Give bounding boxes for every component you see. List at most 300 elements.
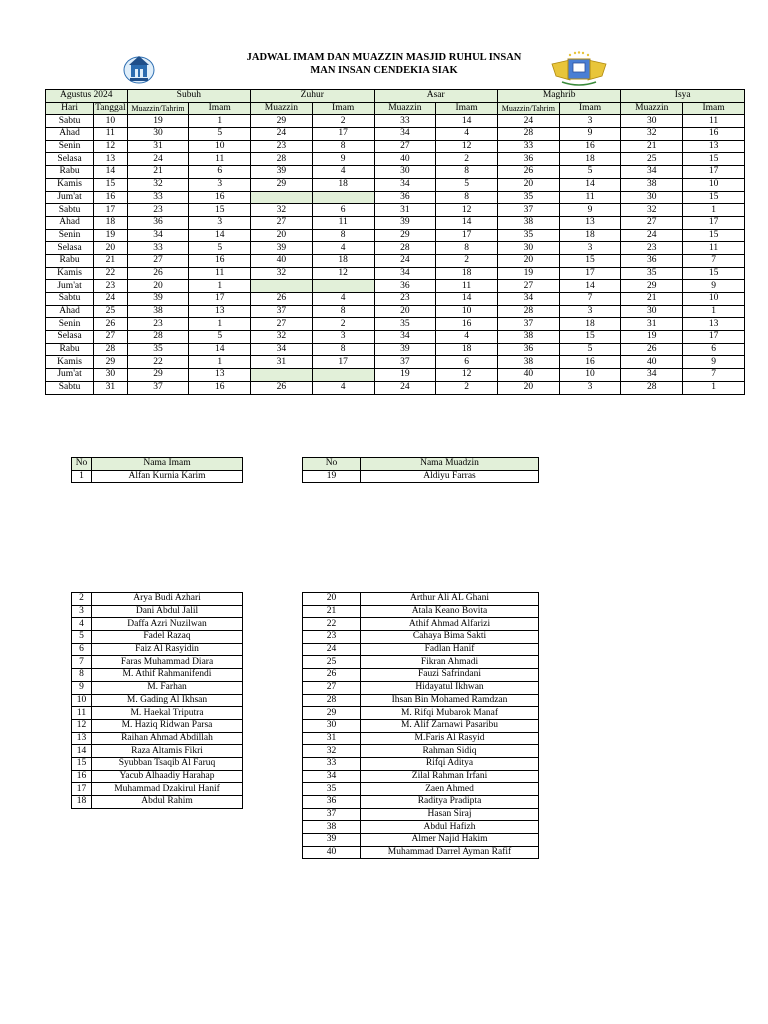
list-name: Dani Abdul Jalil bbox=[92, 605, 243, 618]
table-cell: 28 bbox=[621, 381, 683, 394]
muadzin-list-table bbox=[302, 592, 539, 859]
table-cell: 31 bbox=[621, 318, 683, 331]
table-cell: 37 bbox=[374, 356, 436, 369]
table-cell: 14 bbox=[436, 115, 498, 128]
table-row bbox=[46, 204, 745, 217]
column-header: Muazzin bbox=[621, 102, 683, 115]
document-subtitle: MAN INSAN CENDEKIA SIAK bbox=[310, 65, 458, 76]
table-row bbox=[46, 166, 745, 179]
list-number: 8 bbox=[72, 669, 92, 682]
list-item bbox=[72, 732, 243, 745]
table-cell: 24 bbox=[251, 128, 313, 141]
table-cell: 15 bbox=[189, 204, 251, 217]
table-cell: 21 bbox=[621, 140, 683, 153]
list-item bbox=[303, 732, 539, 745]
table-cell: 4 bbox=[312, 242, 374, 255]
table-cell: 39 bbox=[127, 293, 189, 306]
table-cell: 2 bbox=[312, 318, 374, 331]
period-header: Agustus 2024 bbox=[46, 90, 128, 103]
table-cell: 12 bbox=[436, 204, 498, 217]
table-cell: 32 bbox=[251, 331, 313, 344]
list-number: 15 bbox=[72, 757, 92, 770]
list-number: 14 bbox=[72, 745, 92, 758]
list-item bbox=[72, 707, 243, 720]
list-number: 22 bbox=[303, 618, 361, 631]
table-cell: 1 bbox=[189, 115, 251, 128]
list-item bbox=[72, 656, 243, 669]
table-cell: 16 bbox=[436, 318, 498, 331]
table-cell: 3 bbox=[559, 115, 621, 128]
table-cell: 7 bbox=[683, 254, 745, 267]
table-cell: 20 bbox=[127, 280, 189, 293]
table-cell: 28 bbox=[374, 242, 436, 255]
table-cell: 24 bbox=[127, 153, 189, 166]
table-cell: 26 bbox=[251, 293, 313, 306]
muadzin-no-header: No bbox=[303, 458, 361, 471]
list-item bbox=[72, 643, 243, 656]
table-cell: 38 bbox=[127, 305, 189, 318]
table-cell: 3 bbox=[189, 178, 251, 191]
table-cell: 6 bbox=[683, 343, 745, 356]
table-cell: Selasa bbox=[46, 331, 94, 344]
table-cell: 40 bbox=[251, 254, 313, 267]
list-name: Muhammad Dzakirul Hanif bbox=[92, 783, 243, 796]
table-cell: 24 bbox=[94, 293, 127, 306]
group-header-isya: Isya bbox=[621, 90, 745, 103]
group-header-zuhur: Zuhur bbox=[251, 90, 374, 103]
table-cell: 30 bbox=[497, 242, 559, 255]
table-cell: 19 bbox=[127, 115, 189, 128]
table-cell: 7 bbox=[683, 369, 745, 382]
table-cell: 28 bbox=[497, 305, 559, 318]
list-number: 5 bbox=[72, 631, 92, 644]
table-cell: 38 bbox=[621, 178, 683, 191]
table-cell: 24 bbox=[374, 381, 436, 394]
table-cell: 19 bbox=[621, 331, 683, 344]
table-cell: 30 bbox=[94, 369, 127, 382]
table-cell: 15 bbox=[559, 331, 621, 344]
list-name: Zaen Ahmed bbox=[361, 783, 539, 796]
list-number: 38 bbox=[303, 821, 361, 834]
list-name: Cahaya Bima Sakti bbox=[361, 631, 539, 644]
table-cell: 30 bbox=[621, 115, 683, 128]
table-cell: 35 bbox=[497, 229, 559, 242]
table-cell: 11 bbox=[189, 153, 251, 166]
table-cell: 27 bbox=[127, 254, 189, 267]
list-number: 10 bbox=[72, 694, 92, 707]
table-cell: 4 bbox=[312, 381, 374, 394]
table-cell: 13 bbox=[683, 318, 745, 331]
table-cell: 8 bbox=[312, 229, 374, 242]
list-item bbox=[72, 757, 243, 770]
table-cell: 12 bbox=[436, 140, 498, 153]
table-cell: 18 bbox=[559, 318, 621, 331]
list-name: M. Haziq Ridwan Parsa bbox=[92, 719, 243, 732]
table-cell: 18 bbox=[559, 153, 621, 166]
list-number: 11 bbox=[72, 707, 92, 720]
table-cell: 16 bbox=[559, 356, 621, 369]
table-cell: 11 bbox=[189, 267, 251, 280]
table-cell: 5 bbox=[559, 166, 621, 179]
list-number: 7 bbox=[72, 656, 92, 669]
table-cell: 9 bbox=[559, 128, 621, 141]
table-cell: 32 bbox=[127, 178, 189, 191]
list-number: 24 bbox=[303, 643, 361, 656]
table-cell: 16 bbox=[683, 128, 745, 141]
list-item bbox=[72, 681, 243, 694]
table-cell: 29 bbox=[94, 356, 127, 369]
table-cell: 5 bbox=[189, 331, 251, 344]
list-item bbox=[72, 745, 243, 758]
table-cell: 8 bbox=[436, 191, 498, 204]
table-cell: 21 bbox=[94, 254, 127, 267]
table-cell: 15 bbox=[683, 229, 745, 242]
table-cell: 23 bbox=[127, 204, 189, 217]
table-cell: 14 bbox=[94, 166, 127, 179]
table-cell: 22 bbox=[94, 267, 127, 280]
table-cell: 4 bbox=[312, 166, 374, 179]
table-cell: 30 bbox=[374, 166, 436, 179]
list-name: Syubban Tsaqib Al Faruq bbox=[92, 757, 243, 770]
table-cell: 37 bbox=[251, 305, 313, 318]
table-cell: 36 bbox=[621, 254, 683, 267]
table-cell: Sabtu bbox=[46, 381, 94, 394]
list-name: Raditya Pradipta bbox=[361, 796, 539, 809]
table-row bbox=[46, 153, 745, 166]
list-item bbox=[72, 783, 243, 796]
table-cell: 21 bbox=[127, 166, 189, 179]
list-name: Faras Muhammad Diara bbox=[92, 656, 243, 669]
list-name: Atala Keano Bovita bbox=[361, 605, 539, 618]
list-name: Almer Najid Hakim bbox=[361, 834, 539, 847]
table-cell: 17 bbox=[559, 267, 621, 280]
table-cell: 18 bbox=[436, 343, 498, 356]
table-cell: 29 bbox=[621, 280, 683, 293]
list-item bbox=[72, 631, 243, 644]
table-cell: 34 bbox=[497, 293, 559, 306]
list-item bbox=[303, 681, 539, 694]
table-cell: 34 bbox=[374, 178, 436, 191]
table-cell: 19 bbox=[374, 369, 436, 382]
table-row bbox=[46, 356, 745, 369]
table-cell: 35 bbox=[127, 343, 189, 356]
table-row bbox=[46, 305, 745, 318]
table-cell: 27 bbox=[94, 331, 127, 344]
list-name: M. Athif Rahmanifendi bbox=[92, 669, 243, 682]
table-cell: 28 bbox=[94, 343, 127, 356]
table-cell: 9 bbox=[683, 280, 745, 293]
list-name: Fadel Razaq bbox=[92, 631, 243, 644]
list-item bbox=[303, 631, 539, 644]
table-cell: 40 bbox=[621, 356, 683, 369]
table-cell: Jum'at bbox=[46, 369, 94, 382]
list-number: 13 bbox=[72, 732, 92, 745]
list-name: Athif Ahmad Alfarizi bbox=[361, 618, 539, 631]
column-header: Imam bbox=[189, 102, 251, 115]
table-cell: 16 bbox=[189, 254, 251, 267]
madrasah-emblem-icon bbox=[550, 50, 608, 88]
table-cell: 22 bbox=[127, 356, 189, 369]
table-cell: Kamis bbox=[46, 356, 94, 369]
table-row bbox=[46, 293, 745, 306]
list-item bbox=[72, 593, 243, 606]
table-cell: 5 bbox=[189, 128, 251, 141]
list-item bbox=[303, 470, 539, 483]
table-cell bbox=[251, 191, 313, 204]
list-number: 19 bbox=[303, 470, 361, 483]
table-cell: 16 bbox=[189, 381, 251, 394]
imam-list-table bbox=[71, 592, 243, 809]
table-cell: 3 bbox=[559, 242, 621, 255]
list-item bbox=[303, 694, 539, 707]
table-cell: 11 bbox=[436, 280, 498, 293]
table-row bbox=[46, 267, 745, 280]
table-cell: 25 bbox=[94, 305, 127, 318]
list-name: Zilal Rahman Irfani bbox=[361, 770, 539, 783]
table-row bbox=[46, 140, 745, 153]
table-cell: 8 bbox=[312, 140, 374, 153]
table-cell: 18 bbox=[94, 216, 127, 229]
list-number: 17 bbox=[72, 783, 92, 796]
table-cell: 30 bbox=[621, 305, 683, 318]
table-row bbox=[46, 216, 745, 229]
table-cell: 1 bbox=[189, 280, 251, 293]
table-cell: 31 bbox=[94, 381, 127, 394]
table-cell: Senin bbox=[46, 229, 94, 242]
list-number: 2 bbox=[72, 593, 92, 606]
group-header-maghrib: Maghrib bbox=[497, 90, 620, 103]
table-cell: 16 bbox=[189, 191, 251, 204]
table-cell: 18 bbox=[436, 267, 498, 280]
list-number: 26 bbox=[303, 669, 361, 682]
list-name: Abdul Rahim bbox=[92, 796, 243, 809]
table-cell: 4 bbox=[312, 293, 374, 306]
table-cell: 33 bbox=[127, 242, 189, 255]
table-cell: 14 bbox=[436, 216, 498, 229]
table-cell: 1 bbox=[683, 204, 745, 217]
table-cell: 40 bbox=[374, 153, 436, 166]
table-cell: 12 bbox=[94, 140, 127, 153]
table-cell: 16 bbox=[559, 140, 621, 153]
table-cell: 39 bbox=[374, 216, 436, 229]
table-cell: 35 bbox=[621, 267, 683, 280]
table-cell: 34 bbox=[621, 369, 683, 382]
list-name: M. Alif Zarnawi Pasaribu bbox=[361, 719, 539, 732]
table-cell: 18 bbox=[312, 254, 374, 267]
table-cell: 30 bbox=[621, 191, 683, 204]
table-row bbox=[46, 318, 745, 331]
table-cell: Rabu bbox=[46, 254, 94, 267]
table-cell: 19 bbox=[497, 267, 559, 280]
table-cell: 32 bbox=[621, 128, 683, 141]
table-row bbox=[46, 343, 745, 356]
list-name: Arthur Ali AL Ghani bbox=[361, 593, 539, 606]
list-number: 18 bbox=[72, 796, 92, 809]
table-cell: 5 bbox=[189, 242, 251, 255]
column-header: Muazzin bbox=[251, 102, 313, 115]
table-cell: 26 bbox=[621, 343, 683, 356]
table-cell: 10 bbox=[189, 140, 251, 153]
table-cell: 4 bbox=[436, 331, 498, 344]
table-cell: 6 bbox=[312, 204, 374, 217]
list-number: 3 bbox=[72, 605, 92, 618]
table-cell: Rabu bbox=[46, 166, 94, 179]
table-cell: 8 bbox=[312, 343, 374, 356]
list-number: 25 bbox=[303, 656, 361, 669]
table-cell: 11 bbox=[94, 128, 127, 141]
table-cell: 19 bbox=[94, 229, 127, 242]
table-cell: Senin bbox=[46, 140, 94, 153]
table-cell: 14 bbox=[189, 229, 251, 242]
school-emblem-icon bbox=[121, 51, 157, 85]
table-cell: 10 bbox=[94, 115, 127, 128]
table-cell: 23 bbox=[621, 242, 683, 255]
muadzin-main-table bbox=[302, 457, 539, 483]
list-number: 6 bbox=[72, 643, 92, 656]
table-cell: 23 bbox=[127, 318, 189, 331]
column-header: Tanggal bbox=[95, 103, 126, 114]
table-cell: 37 bbox=[127, 381, 189, 394]
table-cell: Selasa bbox=[46, 153, 94, 166]
table-cell: 27 bbox=[374, 140, 436, 153]
table-cell: 17 bbox=[312, 128, 374, 141]
table-cell: 4 bbox=[436, 128, 498, 141]
table-cell: 36 bbox=[497, 153, 559, 166]
list-item bbox=[303, 757, 539, 770]
imam-main-table bbox=[71, 457, 243, 483]
list-number: 32 bbox=[303, 745, 361, 758]
table-row bbox=[46, 369, 745, 382]
list-item bbox=[303, 770, 539, 783]
column-header: Hari bbox=[46, 102, 94, 115]
list-name: M.Faris Al Rasyid bbox=[361, 732, 539, 745]
table-cell: 29 bbox=[374, 229, 436, 242]
table-cell: 6 bbox=[436, 356, 498, 369]
table-cell: 34 bbox=[374, 331, 436, 344]
table-cell: 32 bbox=[251, 204, 313, 217]
list-name: M. Gading Al Ikhsan bbox=[92, 694, 243, 707]
table-cell: 15 bbox=[559, 254, 621, 267]
table-cell: 28 bbox=[497, 128, 559, 141]
table-cell: 13 bbox=[189, 305, 251, 318]
table-row bbox=[46, 254, 745, 267]
table-cell: 9 bbox=[312, 153, 374, 166]
table-cell: 10 bbox=[683, 293, 745, 306]
table-cell bbox=[251, 280, 313, 293]
table-cell: 11 bbox=[683, 242, 745, 255]
imam-name-header: Nama Imam bbox=[92, 458, 243, 471]
list-item bbox=[303, 618, 539, 631]
list-number: 35 bbox=[303, 783, 361, 796]
table-cell: 18 bbox=[312, 178, 374, 191]
column-header: Imam bbox=[312, 102, 374, 115]
table-cell: 20 bbox=[497, 381, 559, 394]
table-cell: 38 bbox=[497, 331, 559, 344]
list-item bbox=[72, 618, 243, 631]
table-cell: 32 bbox=[251, 267, 313, 280]
table-cell: 1 bbox=[189, 356, 251, 369]
table-cell: Senin bbox=[46, 318, 94, 331]
table-cell: 36 bbox=[127, 216, 189, 229]
table-cell: 34 bbox=[374, 267, 436, 280]
list-item bbox=[303, 834, 539, 847]
table-cell: 28 bbox=[251, 153, 313, 166]
table-cell: Jum'at bbox=[46, 191, 94, 204]
table-cell: 14 bbox=[189, 343, 251, 356]
list-item bbox=[72, 796, 243, 809]
table-cell: 37 bbox=[497, 318, 559, 331]
list-item bbox=[72, 669, 243, 682]
table-cell: 30 bbox=[127, 128, 189, 141]
table-cell: 35 bbox=[497, 191, 559, 204]
table-cell: 20 bbox=[94, 242, 127, 255]
list-item bbox=[303, 656, 539, 669]
table-cell: 15 bbox=[683, 191, 745, 204]
table-cell: 26 bbox=[94, 318, 127, 331]
table-cell bbox=[312, 280, 374, 293]
table-cell: 9 bbox=[559, 204, 621, 217]
group-header-asar: Asar bbox=[374, 90, 497, 103]
list-number: 40 bbox=[303, 846, 361, 859]
table-cell: 37 bbox=[497, 204, 559, 217]
table-cell: 2 bbox=[436, 254, 498, 267]
table-cell bbox=[251, 369, 313, 382]
list-item bbox=[303, 821, 539, 834]
list-item bbox=[303, 605, 539, 618]
table-cell: 1 bbox=[683, 381, 745, 394]
table-cell: 31 bbox=[127, 140, 189, 153]
list-number: 21 bbox=[303, 605, 361, 618]
list-name: Daffa Azri Nuzilwan bbox=[92, 618, 243, 631]
list-number: 9 bbox=[72, 681, 92, 694]
list-item bbox=[303, 745, 539, 758]
column-header: Muazzin bbox=[374, 102, 436, 115]
column-header: Imam bbox=[559, 102, 621, 115]
table-cell: 15 bbox=[683, 153, 745, 166]
list-item bbox=[303, 669, 539, 682]
list-item bbox=[303, 796, 539, 809]
list-number: 16 bbox=[72, 770, 92, 783]
table-cell: 39 bbox=[251, 242, 313, 255]
table-cell: 34 bbox=[374, 128, 436, 141]
table-cell: 39 bbox=[374, 343, 436, 356]
table-cell: 23 bbox=[94, 280, 127, 293]
table-cell: 11 bbox=[683, 115, 745, 128]
list-number: 36 bbox=[303, 796, 361, 809]
list-name: M. Rifqi Mubarok Manaf bbox=[361, 707, 539, 720]
table-cell: 20 bbox=[497, 254, 559, 267]
table-cell: 3 bbox=[559, 381, 621, 394]
list-name: Hasan Siraj bbox=[361, 808, 539, 821]
table-row bbox=[46, 178, 745, 191]
table-cell bbox=[312, 369, 374, 382]
table-cell: 2 bbox=[436, 381, 498, 394]
table-cell: 25 bbox=[621, 153, 683, 166]
table-cell: 5 bbox=[436, 178, 498, 191]
table-cell: 14 bbox=[559, 280, 621, 293]
table-cell: 26 bbox=[127, 267, 189, 280]
table-cell: 24 bbox=[497, 115, 559, 128]
table-row bbox=[46, 331, 745, 344]
table-cell: Sabtu bbox=[46, 204, 94, 217]
table-cell: 28 bbox=[127, 331, 189, 344]
prayer-schedule-table bbox=[45, 89, 745, 395]
list-number: 39 bbox=[303, 834, 361, 847]
table-cell: 32 bbox=[621, 204, 683, 217]
table-cell: 29 bbox=[251, 178, 313, 191]
list-number: 33 bbox=[303, 757, 361, 770]
table-cell: 27 bbox=[497, 280, 559, 293]
